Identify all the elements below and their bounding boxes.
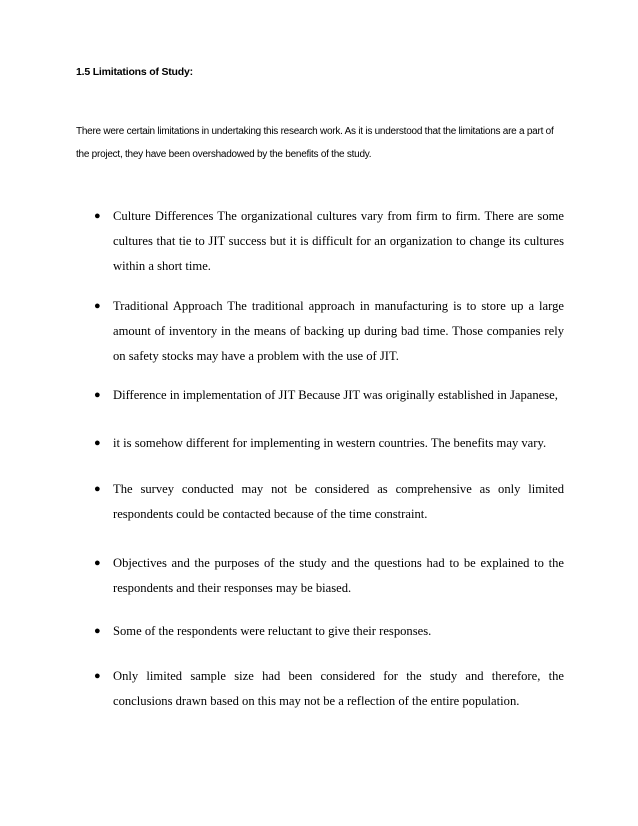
list-item-text: Difference in implementation of JIT Because JIT was originally established in Japanese, [113,388,558,402]
list-item-text: Objectives and the purposes of the study and the questions had to be explained to the respondents and their responses may be biased. [113,556,564,595]
list-item [94,294,564,369]
intro-paragraph: There were certain limitations in undertaking this research work. As it is understood that the limitations are a part of the project, they have been overshadowed by the benefits of the study. [76,126,554,160]
bullet-icon: ● [94,625,101,637]
list-item [94,383,564,408]
list-item [94,204,564,279]
list-item-text: Some of the respondents were reluctant to give their responses. [113,624,432,638]
list-item [94,431,564,456]
bullet-icon: ● [94,483,101,495]
bullet-icon: ● [94,300,101,312]
bullet-icon: ● [94,557,101,569]
list-item [94,619,564,644]
list-item-text: The survey conducted may not be considered as comprehensive as only limited respondents could be contacted because of the time constraint. [113,482,564,521]
list-item [94,551,564,601]
list-item-text: Traditional Approach The traditional approach in manufacturing is to store up a large amount of inventory in the means of backing up during bad time. Those companies rely on safety stocks may have a problem with the use of JIT. [113,299,564,363]
section-heading: 1.5 Limitations of Study: [76,66,193,78]
bullet-icon: ● [94,437,101,449]
list-item-text: Only limited sample size had been considered for the study and therefore, the conclusions drawn based on this may not be a reflection of the entire population. [113,669,564,708]
list-item-text: Culture Differences The organizational cultures vary from firm to firm. There are some cultures that tie to JIT success but it is difficult for an organization to change its cultures within a short time. [113,209,564,273]
list-item-text: it is somehow different for implementing in western countries. The benefits may vary. [113,436,547,450]
list-item [94,664,564,714]
bullet-icon: ● [94,670,101,682]
list-item [94,477,564,527]
bullet-icon: ● [94,210,101,222]
bullet-icon: ● [94,389,101,401]
